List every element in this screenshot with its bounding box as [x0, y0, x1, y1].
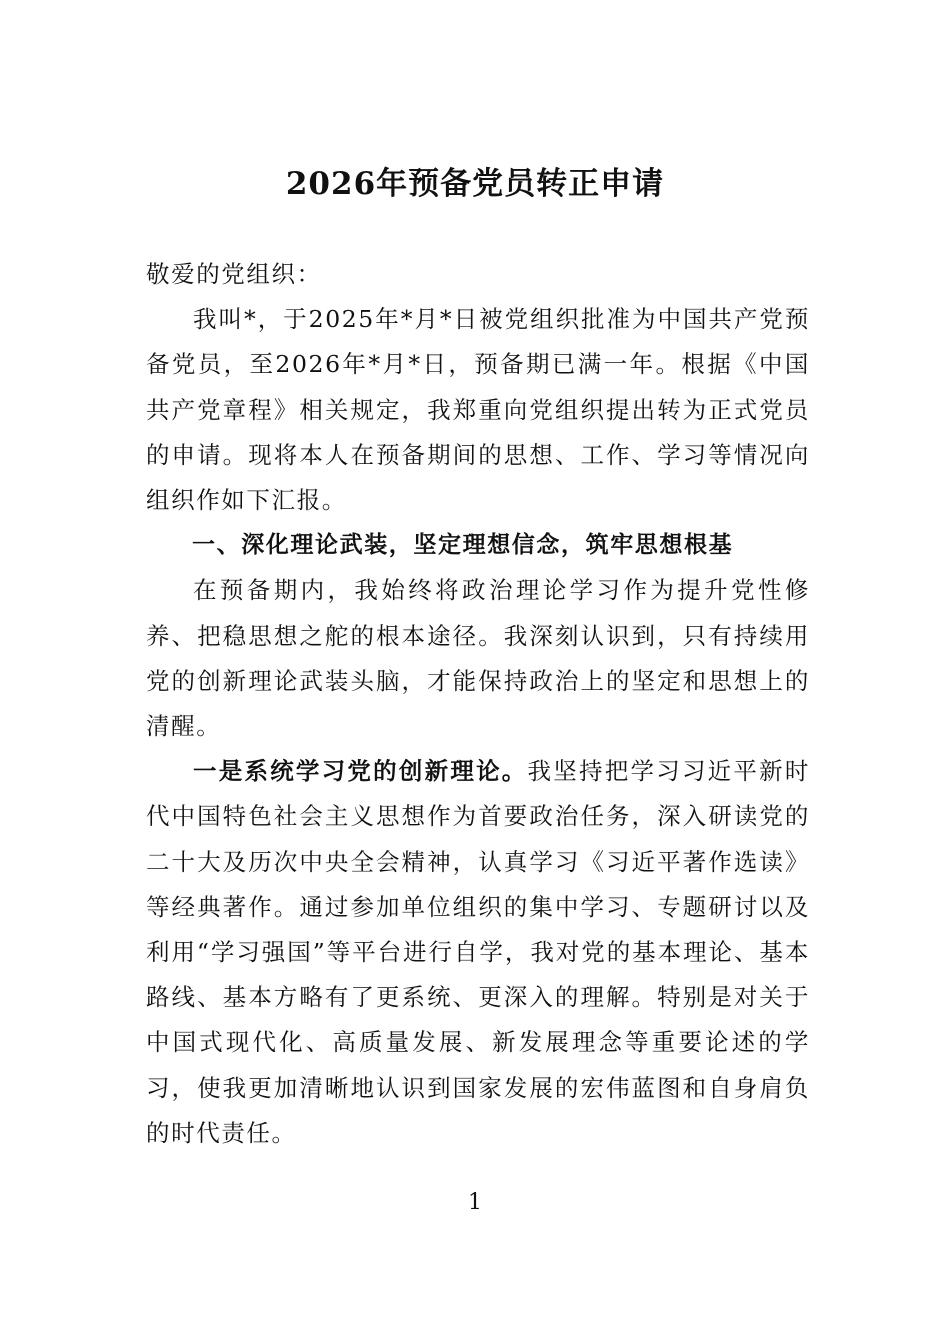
- section-paragraph: 在预备期内，我始终将政治理论学习作为提升党性修养、把稳思想之舵的根本途径。我深刻认识到，只有持续用党的创新理论武装头脑，才能保持政治上的坚定和思想上的清醒。: [146, 576, 810, 741]
- point-text: 我坚持把学习习近平新时代中国特色社会主义思想作为首要政治任务，深入研读党的二十大及历次中央全会精神，认真学习《习近平著作选读》等经典著作。通过参加单位组织的集中学习、专题研讨以及利用“学习强国”等平台进行自学，我对党的基本理论、基本路线、基本方略有了更系统、更深入的理解。特别是对关于中国式现代化、高质量发展、新发展理念等重要论述的学习，使我更加清晰地认识到国家发展的宏伟蓝图和自身肩负的时代责任。: [146, 757, 810, 1147]
- salutation: 敬爱的党组织：: [146, 260, 322, 288]
- page-number: 1: [468, 1190, 482, 1215]
- intro-paragraph: 我叫*，于2025年*月*日被党组织批准为中国共产党预备党员，至2026年*月*日，预备期已满一年。根据《中国共产党章程》相关规定，我郑重向党组织提出转为正式党员的申请。现将本人在预备期间的思想、工作、学习等情况向组织作如下汇报。: [146, 305, 810, 515]
- point-lead: 一是系统学习党的创新理论。: [193, 757, 528, 786]
- document-title: 2026年预备党员转正申请: [285, 166, 665, 202]
- point-paragraph: [146, 749, 810, 1156]
- section-heading: 一、深化理论武装，坚定理想信念，筑牢思想根基: [192, 532, 734, 559]
- document-body: [146, 252, 810, 1156]
